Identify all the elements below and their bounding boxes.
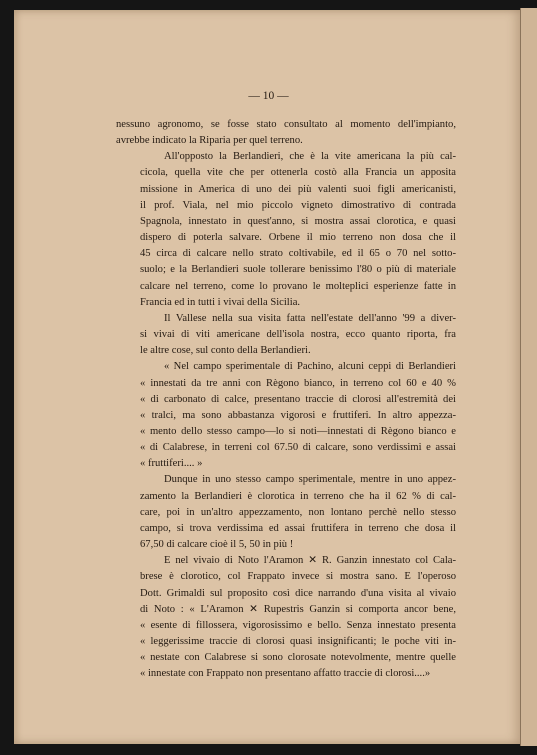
text-line: « fruttiferi.... » — [140, 458, 203, 470]
text-line: « nestate con Calabrese si sono clorosate notevolmente, mentre quelle — [140, 652, 456, 664]
paragraph — [116, 117, 456, 149]
text-line: « leggerissime traccie di clorosi quasi insignificanti; le poche viti in- — [140, 636, 456, 647]
text-line: avrebbe indicato la Riparia per quel terreno. — [116, 135, 303, 147]
text-line: « esente di fillossera, vigorosissimo e bello. Senza innestato presenta — [140, 619, 456, 631]
text-line: 45 circa di calcare nello strato coltivabile, ed il 65 o 70 nel sotto- — [140, 248, 456, 260]
body-text — [116, 117, 456, 682]
text-line: di Noto : « L'Aramon ✕ Rupestris Ganzin si comporta ancor bene, — [140, 603, 456, 615]
text-line: missione in America di uno dei più valenti suoi figli americanisti, — [140, 183, 456, 195]
text-line: « tralci, ma sono abbastanza vigorosi e fruttiferi. In altro appezza- — [140, 409, 456, 421]
text-line: E nel vivaio di Noto l'Aramon ✕ R. Ganzin innestato col Cala- — [164, 555, 456, 567]
text-line: 67,50 di calcare cioè il 5, 50 in più ! — [140, 539, 294, 551]
text-line: Francia ed in tutti i vivai della Sicilia. — [140, 296, 301, 308]
text-line: si vivai di viti americane dell'isola nostra, ecco quanto riporta, fra — [140, 329, 456, 341]
text-line: « mento dello stesso campo—lo si noti—innestati di Règono bianco e — [140, 425, 456, 437]
text-line: Spagnola, innestato in quest'anno, si mostra assai clorotica, e quasi — [140, 215, 456, 227]
text-line: « innestati da tre anni con Règono bianco, in terreno col 60 e 40 % — [140, 377, 456, 389]
text-line: il prof. Viala, nel mio piccolo vigneto dimostrativo di contrada — [140, 199, 456, 211]
paragraph — [116, 472, 456, 553]
text-line: nessuno agronomo, se fosse stato consultato al momento dell'impianto, — [116, 119, 456, 130]
text-line: All'opposto la Berlandieri, che è la vite americana la più cal- — [164, 151, 456, 163]
text-line: suolo; e la Berlandieri suole tollerare benissimo l'80 o più di materiale — [140, 264, 456, 276]
quotation — [116, 359, 456, 472]
text-line: « Nel campo sperimentale di Pachino, alcuni ceppi di Berlandieri — [164, 361, 456, 373]
paragraph — [116, 553, 456, 682]
page-number: — 10 — — [248, 90, 289, 102]
paragraph — [116, 149, 456, 311]
text-line: le altre cose, sul conto della Berlandieri. — [140, 345, 311, 357]
text-line: Il Vallese nella sua visita fatta nell'estate dell'anno '99 a diver- — [164, 312, 456, 324]
text-line: « di Calabrese, in terreni col 67.50 di calcare, sono verdissimi e assai — [140, 442, 456, 454]
paragraph — [116, 311, 456, 359]
text-line: « innestate con Frappato non presentano affatto traccie di clorosi....» — [140, 668, 431, 680]
text-line: campo, si trova verdissima ed assai fruttifera in terreno che dosa il — [140, 522, 456, 534]
text-line: calcare nel terreno, come lo provano le molteplici esperienze fatte in — [140, 280, 456, 292]
text-line: dispero di poterla salvare. Orbene il mio terreno non dosa che il — [140, 232, 456, 244]
text-line: care, poi in un'altro appezzamento, non lontano perchè nello stesso — [140, 506, 456, 518]
text-line: zamento la Berlandieri è clorotica in terreno che ha il 62 % di cal- — [140, 490, 456, 502]
text-line: cicola, quella vite che per ottenerla costò alla Francia un apposita — [140, 167, 456, 179]
text-line: Dunque in uno stesso campo sperimentale, mentre in uno appez- — [164, 474, 456, 486]
text-line: brese è clorotico, col Frappato invece si mostra sano. E l'operoso — [140, 571, 456, 583]
next-page-edge — [520, 8, 537, 746]
text-line: Dott. Grimaldi sul proposito così dice narrando d'una visita al vivaio — [140, 587, 456, 599]
text-line: « di carbonato di calce, presentano traccie di clorosi all'estremità dei — [140, 393, 456, 405]
